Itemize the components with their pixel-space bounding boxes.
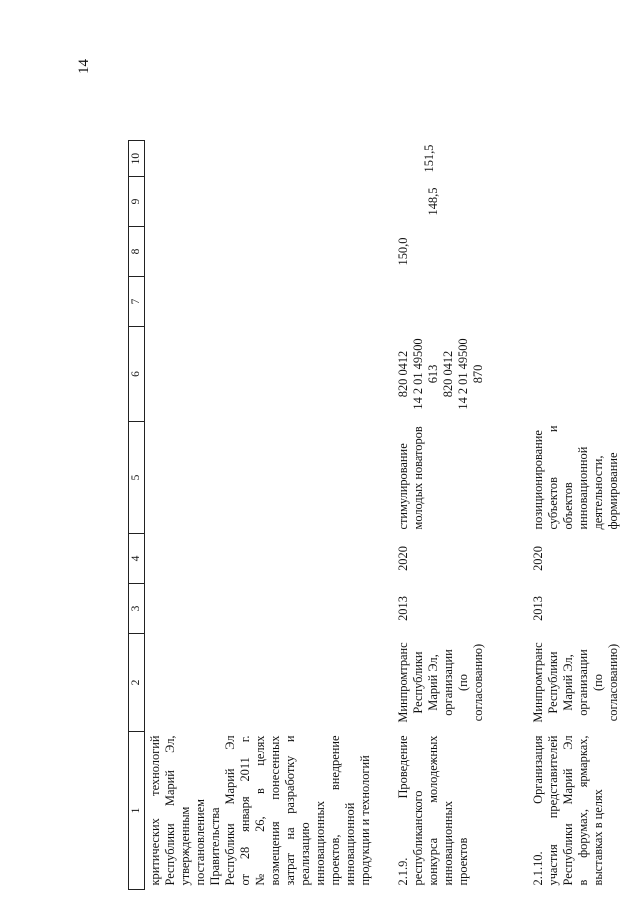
cell-c8 xyxy=(145,227,393,277)
cell-c7 xyxy=(393,277,528,327)
cell-line: Республики xyxy=(410,651,425,714)
header-cell-2: 2 xyxy=(129,634,145,732)
cell-c6 xyxy=(528,327,640,422)
cell-line: инновационных xyxy=(313,800,327,886)
cell-line: (по согласованию) xyxy=(590,643,620,722)
cell-value: 151,5 xyxy=(421,144,436,173)
cell-c8 xyxy=(393,227,528,277)
cell-line: субъектов и объектов xyxy=(545,425,575,530)
cell-c2 xyxy=(145,634,393,732)
cell-value: 2020 xyxy=(395,546,410,571)
cell-c4 xyxy=(528,534,640,584)
cell-c1 xyxy=(528,732,640,890)
header-cell-6: 6 xyxy=(129,327,145,422)
header-cell-1: 1 xyxy=(129,732,145,890)
header-cell-7: 7 xyxy=(129,277,145,327)
cell-c1 xyxy=(145,732,393,890)
cell-line: организации xyxy=(575,649,590,716)
cell-line: Минпромтранс xyxy=(530,642,545,723)
header-cell-5: 5 xyxy=(129,422,145,534)
cell-line: (по согласованию) xyxy=(455,643,485,722)
page-number: 14 xyxy=(76,59,92,74)
cell-line: 14 2 01 49500 xyxy=(410,338,425,410)
header-cell-9: 9 xyxy=(129,177,145,227)
header-cell-10: 10 xyxy=(129,141,145,177)
table-row xyxy=(145,141,393,890)
cell-c3 xyxy=(393,584,528,634)
cell-line: реализацию xyxy=(298,822,312,886)
cell-line: стимулирование xyxy=(395,443,410,530)
cell-line: утвержденным xyxy=(178,806,192,886)
budget-table xyxy=(128,140,640,890)
cell-c5 xyxy=(145,422,393,534)
cell-line: Республики Марий Эл, xyxy=(163,735,177,886)
cell-line: Республики Марий Эл xyxy=(560,735,575,886)
cell-line: возмещения понесенных xyxy=(268,735,282,886)
cell-line: республиканского xyxy=(410,790,425,886)
header-row xyxy=(129,141,145,890)
cell-line: выставках в целях xyxy=(590,789,605,886)
cell-line: конкурса молодежных xyxy=(425,735,440,886)
cell-line: Марий Эл, xyxy=(560,654,575,711)
cell-c7 xyxy=(145,277,393,327)
cell-c10 xyxy=(145,141,393,177)
cell-value: 2020 xyxy=(530,546,545,571)
cell-line: 2.1.9. Проведение xyxy=(395,735,410,886)
header-cell-4: 4 xyxy=(129,534,145,584)
table-row xyxy=(393,141,528,890)
cell-c1 xyxy=(393,732,528,890)
cell-c9 xyxy=(528,177,640,227)
cell-c3 xyxy=(528,584,640,634)
cell-c10 xyxy=(528,141,640,177)
cell-line: 2.1.10. Организация xyxy=(530,735,545,886)
cell-line: 820 0412 xyxy=(395,350,410,398)
cell-line: затрат на разработку и xyxy=(283,735,297,886)
cell-value: 150,0 xyxy=(395,237,410,266)
cell-c8 xyxy=(528,227,640,277)
cell-value: 2013 xyxy=(395,596,410,621)
cell-c6 xyxy=(393,327,528,422)
cell-c4 xyxy=(393,534,528,584)
cell-line: Республики xyxy=(545,651,560,714)
cell-line: продукции и технологий xyxy=(358,755,372,886)
cell-c2 xyxy=(393,634,528,732)
cell-c2 xyxy=(528,634,640,732)
cell-value: 2013 xyxy=(530,596,545,621)
header-cell-8: 8 xyxy=(129,227,145,277)
cell-line: инновационной xyxy=(575,446,590,530)
cell-c9 xyxy=(145,177,393,227)
cell-line: позиционирование xyxy=(530,430,545,530)
cell-line: постановлением xyxy=(193,799,207,886)
cell-c5 xyxy=(393,422,528,534)
cell-line: участия представителей xyxy=(545,735,560,886)
cell-line: инновационной xyxy=(343,802,357,886)
cell-line: проектов, внедрение xyxy=(328,735,342,886)
table-sheet xyxy=(128,30,640,890)
cell-line: молодых новаторов xyxy=(410,426,425,530)
header-cell-3: 3 xyxy=(129,584,145,634)
cell-line: в форумах, ярмарках, xyxy=(575,735,590,886)
cell-line: инновационных xyxy=(440,800,455,886)
cell-line: № 26, в целях xyxy=(253,735,267,886)
cell-value: 148,5 xyxy=(425,187,440,216)
cell-line: проектов xyxy=(455,837,470,886)
cell-line: Минпромтранс xyxy=(395,642,410,723)
cell-c6 xyxy=(145,327,393,422)
cell-line: 613 xyxy=(425,364,440,384)
cell-line: 14 2 01 49500 xyxy=(455,338,470,410)
cell-c3 xyxy=(145,584,393,634)
table-row xyxy=(528,141,640,890)
cell-line: формирование xyxy=(605,452,620,530)
cell-line: Правительства xyxy=(208,807,222,886)
cell-line: деятельности, xyxy=(590,455,605,530)
cell-line: Марий Эл, xyxy=(425,654,440,711)
cell-line: организации xyxy=(440,649,455,716)
cell-c10 xyxy=(393,141,528,177)
cell-line: Республики Марий Эл xyxy=(223,735,237,886)
cell-line: 820 0412 xyxy=(440,350,455,398)
cell-line: от 28 января 2011 г. xyxy=(238,735,252,886)
cell-line: 870 xyxy=(470,364,485,384)
cell-c7 xyxy=(528,277,640,327)
cell-c9 xyxy=(393,177,528,227)
cell-c4 xyxy=(145,534,393,584)
cell-line: критических технологий xyxy=(148,735,162,886)
cell-c5 xyxy=(528,422,640,534)
